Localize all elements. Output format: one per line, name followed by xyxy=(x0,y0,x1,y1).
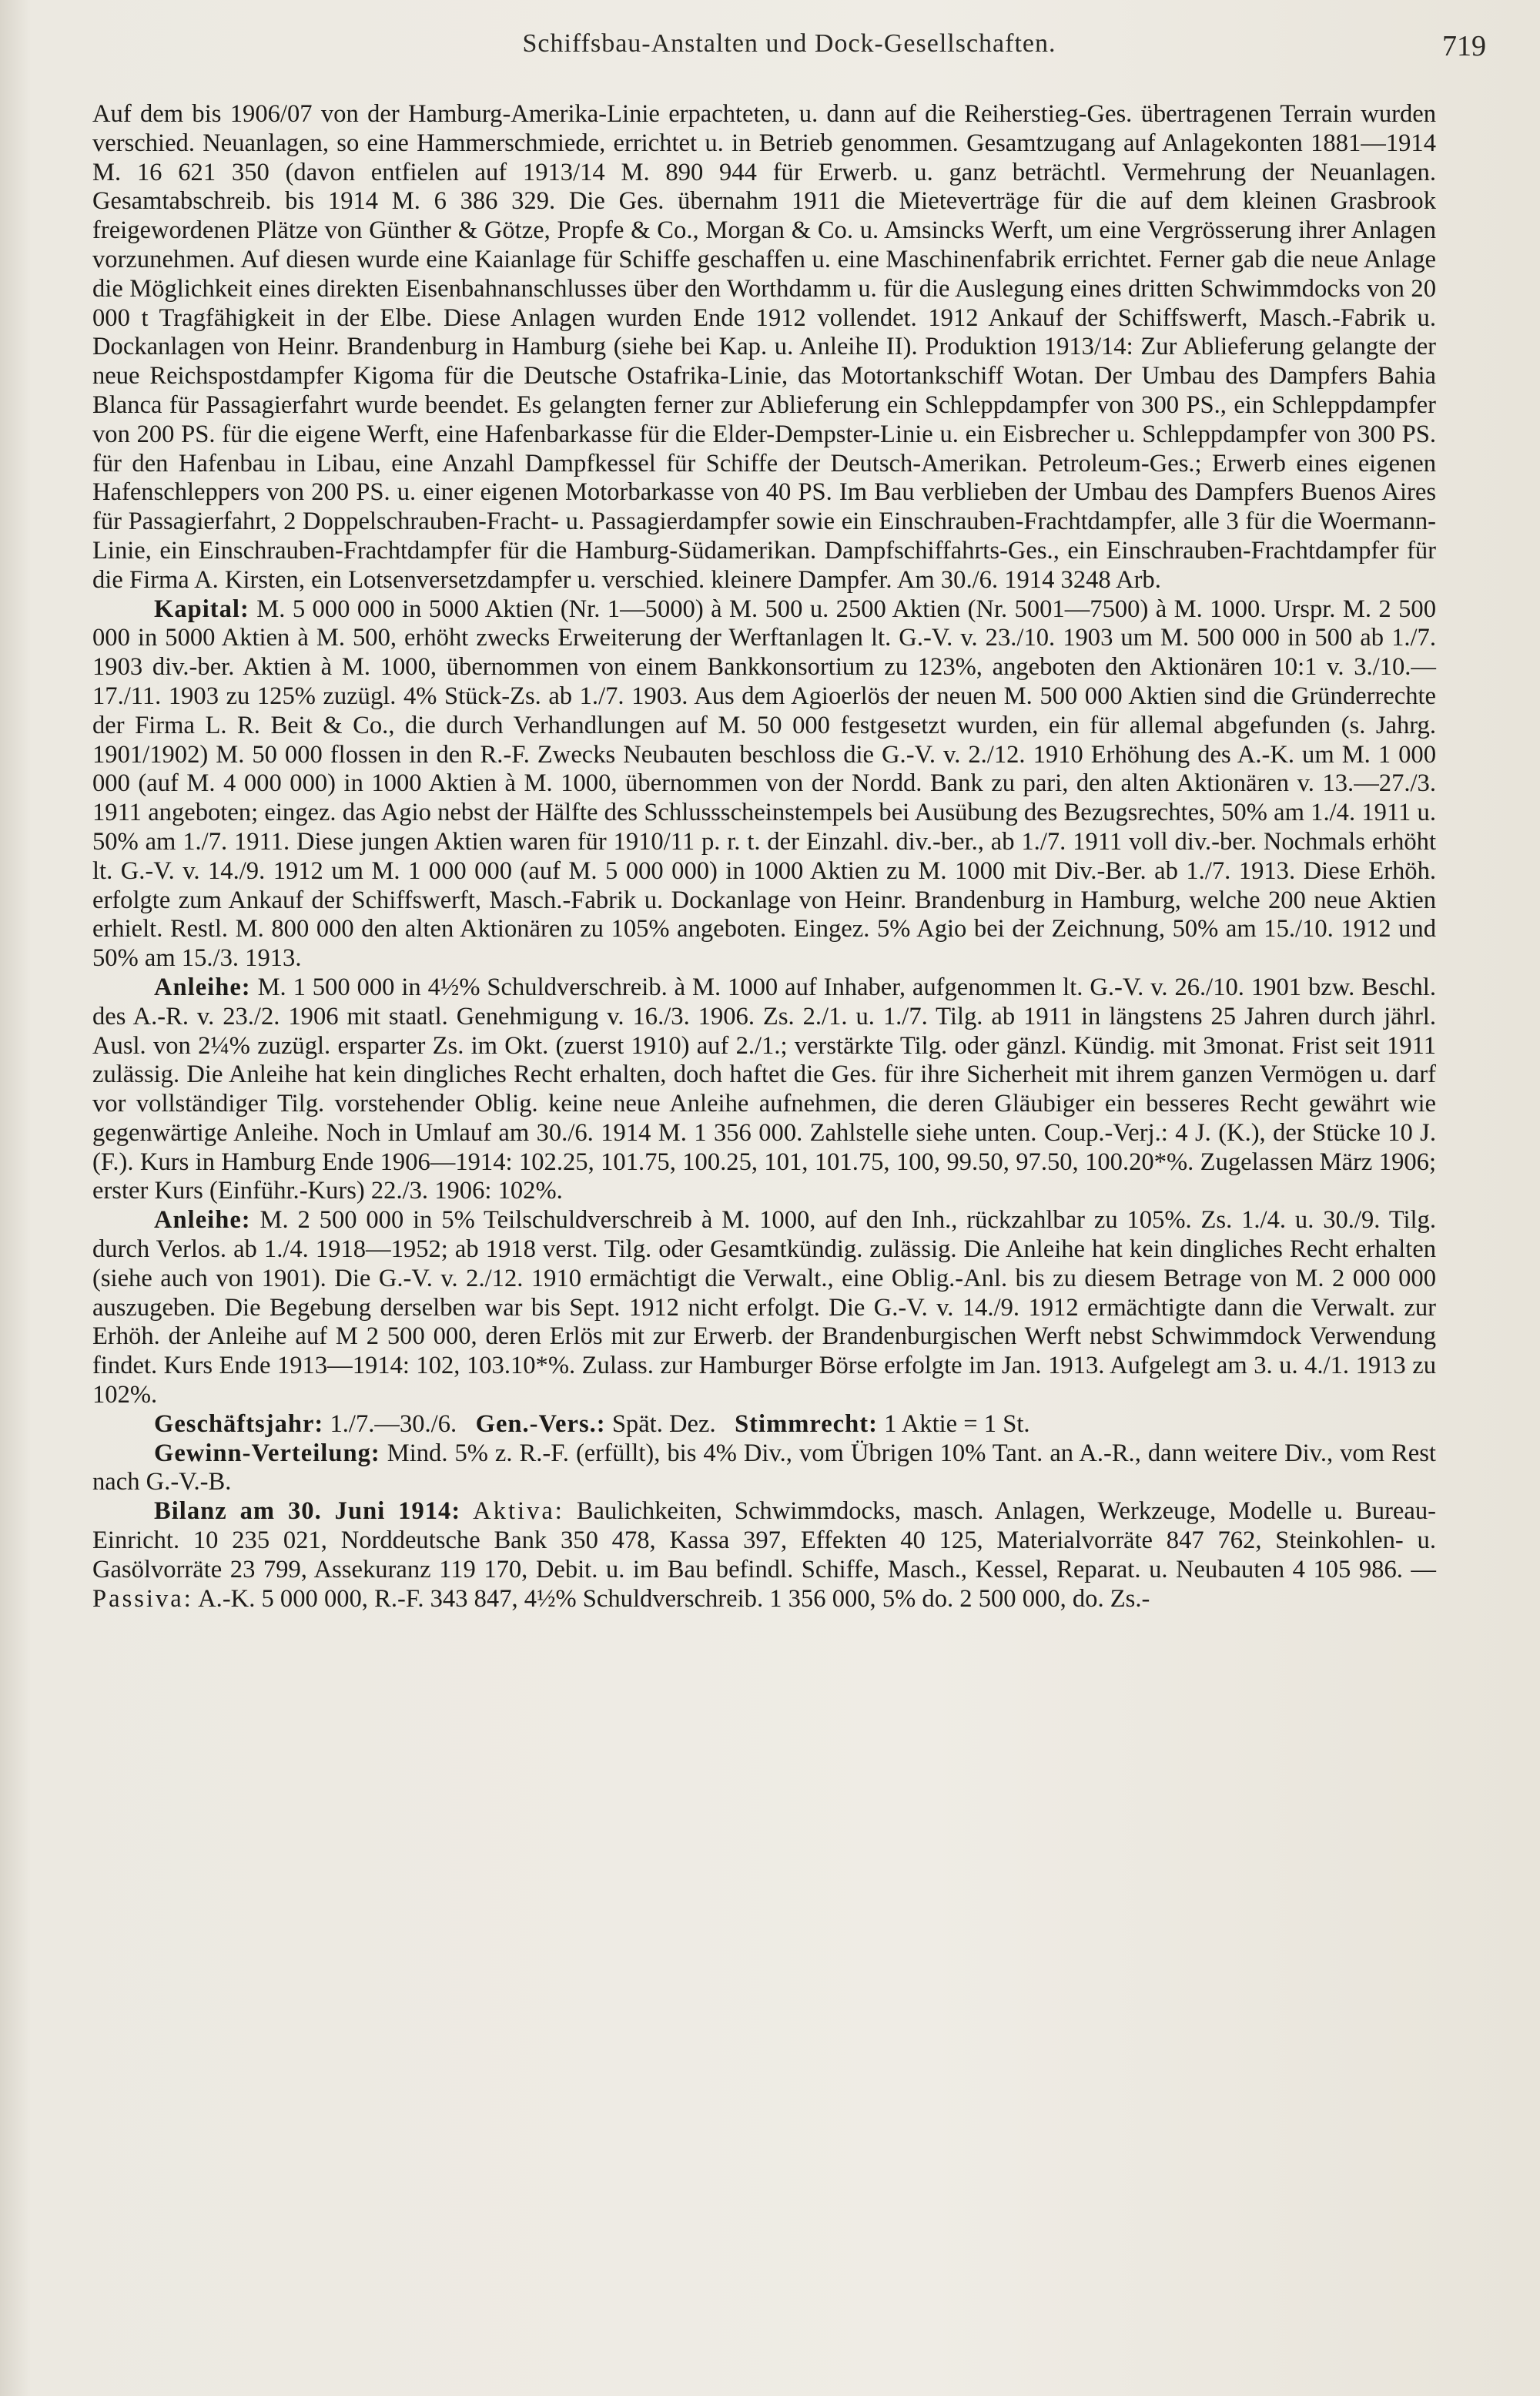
paragraph-text: 1./7.—30./6. xyxy=(330,1409,457,1438)
paragraph-geschaeftsjahr xyxy=(92,1410,1436,1439)
paragraph-text: M. 1 500 000 in 4½% Schuldverschreib. à M. 1000 auf Inhaber, aufgenommen lt. G.-V. v. 26./10. 1901 bzw. Beschl. des A.-R. v. 23./2. 1906 mit staatl. Genehmigung v. 16./3. 1906. Zs. 2./1. u. 1./7. Tilg. ab 1911 in längstens 25 Jahren durch jährl. Ausl. von 2¼% zuzügl. ersparter Zs. im Okt. (zuerst 1910) auf 2./1.; verstärkte Tilg. oder gänzl. Kündig. mit 3monat. Frist seit 1911 zulässig. Die Anleihe hat kein dingliches Recht erhalten, doch haftet die Ges. für ihre Sicherheit mit ihrem ganzen Vermögen u. darf vor vollständiger Tilg. vorstehender Oblig. keine neue Anleihe aufnehmen, die deren Gläubiger ein besseres Recht gewährt wie gegenwärtige Anleihe. Noch in Umlauf am 30./6. 1914 M. 1 356 000. Zahlstelle siehe unten. Coup.-Verj.: 4 J. (K.), der Stücke 10 J. (F.). Kurs in Hamburg Ende 1906—1914: 102.25, 101.75, 100.25, 101, 101.75, 100, 99.50, 97.50, 100.20*%. Zugelassen März 1906; erster Kurs (Einführ.-Kurs) 22./3. 1906: 102%. xyxy=(92,973,1436,1205)
running-header xyxy=(92,29,1486,68)
activa-label: Aktiva: xyxy=(473,1497,564,1526)
paragraph-gewinn-verteilung xyxy=(92,1439,1436,1498)
section-label-geschaeftsjahr: Geschäftsjahr: xyxy=(154,1409,324,1438)
section-label-anleihe: Anleihe: xyxy=(154,1206,251,1235)
body-text xyxy=(92,100,1436,1614)
passiva-label: Passiva: xyxy=(92,1584,193,1613)
paragraph-kapital xyxy=(92,595,1436,973)
paragraph-text: A.-K. 5 000 000, R.-F. 343 847, 4½% Schuldverschreib. 1 356 000, 5% do. 2 500 000, do. Zs.- xyxy=(198,1584,1150,1613)
paragraph-text: Baulichkeiten, Schwimmdocks, masch. Anlagen, Werkzeuge, Modelle u. Bureau-Einricht. 10 235 021, Norddeutsche Bank 350 478, Kassa 397, Effekten 40 125, Materialvorräte 847 762, Steinkohlen- u. Gasölvorräte 23 799, Assekuranz 119 170, Debit. u. im Bau befindl. Schiffe, Masch., Kessel, Reparat. u. Neubauten 4 105 986. — xyxy=(92,1497,1436,1583)
paragraph-text: Mind. 5% z. R.-F. (erfüllt), bis 4% Div., vom Übrigen 10% Tant. an A.-R., dann weitere Div., vom Rest nach G.-V.-B. xyxy=(92,1439,1436,1496)
header-title: Schiffsbau-Anstalten und Dock-Gesellschaften. xyxy=(522,29,1056,58)
paragraph-text: Auf dem bis 1906/07 von der Hamburg-Amerika-Linie erpachteten, u. dann auf die Reiherstieg-Ges. übertragenen Terrain wurden verschied. Neuanlagen, so eine Hammerschmiede, errichtet u. in Betrieb genommen. Gesamtzugang auf Anlagekonten 1881—1914 M. 16 621 350 (davon entfielen auf 1913/14 M. 890 944 für Erwerb. u. ganz beträchtl. Vermehrung der Neuanlagen. Gesamtabschreib. bis 1914 M. 6 386 329. Die Ges. übernahm 1911 die Mieteverträge für die auf dem kleinen Grasbrook freigewordenen Plätze von Günther & Götze, Propfe & Co., Morgan & Co. u. Amsincks Werft, um eine Vergrösserung ihrer Anlagen vorzunehmen. Auf diesen wurde eine Kaianlage für Schiffe geschaffen u. eine Maschinenfabrik errichtet. Ferner gab die neue Anlage die Möglichkeit eines direkten Eisenbahnanschlusses über den Worthdamm u. für die Auslegung eines dritten Schwimmdocks von 20 000 t Tragfähigkeit in der Elbe. Diese Anlagen wurden Ende 1912 vollendet. 1912 Ankauf der Schiffswerft, Masch.-Fabrik u. Dockanlagen von Heinr. Brandenburg in Hamburg (siehe bei Kap. u. Anleihe II). Produktion 1913/14: Zur Ablieferung gelangte der neue Reichspostdampfer Kigoma für die Deutsche Ostafrika-Linie, das Motortankschiff Wotan. Der Umbau des Dampfers Bahia Blanca für Passagierfahrt wurde beendet. Es gelangten ferner zur Ablieferung ein Schleppdampfer von 300 PS., ein Schleppdampfer von 200 PS. für die eigene Werft, eine Hafenbarkasse für die Elder-Dempster-Linie u. ein Eisbrecher u. Schleppdampfer von 300 PS. für den Hafenbau in Libau, eine Anzahl Dampfkessel für Schiffe der Deutsch-Amerikan. Petroleum-Ges.; Erwerb eines eigenen Hafenschleppers von 200 PS. u. einer eigenen Motorbarkasse von 40 PS. Im Bau verblieben der Umbau des Dampfers Buenos Aires für Passagierfahrt, 2 Doppelschrauben-Fracht- u. Passagierdampfer sowie ein Einschrauben-Frachtdampfer, alle 3 für die Woermann-Linie, ein Einschrauben-Frachtdampfer für die Hamburg-Südamerikan. Dampfschiffahrts-Ges., ein Einschrauben-Frachtdampfer für die Firma A. Kirsten, ein Lotsenversetzdampfer u. verschied. kleinere Dampfer. Am 30./6. 1914 3248 Arb. xyxy=(92,100,1436,594)
page-number: 719 xyxy=(1442,30,1486,62)
section-label-bilanz: Bilanz am 30. Juni 1914: xyxy=(154,1497,461,1526)
section-label-gen-vers: Gen.-Vers.: xyxy=(475,1409,606,1438)
paragraph-anleihe-2 xyxy=(92,1206,1436,1410)
paragraph-company-history xyxy=(92,100,1436,595)
paragraph-text: 1 Aktie = 1 St. xyxy=(884,1409,1030,1438)
paragraph-text: M. 2 500 000 in 5% Teilschuldverschreib à M. 1000, auf den Inh., rückzahlbar zu 105%. Zs. 1./4. u. 30./9. Tilg. durch Verlos. ab 1./4. 1918—1952; ab 1918 verst. Tilg. oder Gesamtkündig. zulässig. Die Anleihe hat kein dingliches Recht erhalten (siehe auch von 1901). Die G.-V. v. 2./12. 1910 ermächtigt die Verwalt., eine Oblig.-Anl. bis zu diesem Betrage von M. 2 000 000 auszugeben. Die Begebung derselben war bis Sept. 1912 nicht erfolgt. Die G.-V. v. 14./9. 1912 ermächtigte dann die Verwalt. zur Erhöh. der Anleihe auf M 2 500 000, deren Erlös mit zur Erwerb. der Brandenburgischen Werft nebst Schwimmdock Verwendung findet. Kurs Ende 1913—1914: 102, 103.10*%. Zulass. zur Hamburger Börse erfolgte im Jan. 1913. Aufgelegt am 3. u. 4./1. 1913 zu 102%. xyxy=(92,1206,1436,1409)
section-label-gewinn-verteilung: Gewinn-Verteilung: xyxy=(154,1439,380,1467)
paragraph-bilanz xyxy=(92,1497,1436,1614)
paragraph-text: M. 5 000 000 in 5000 Aktien (Nr. 1—5000) à M. 500 u. 2500 Aktien (Nr. 5001—7500) à M. 1000. Urspr. M. 2 500 000 in 5000 Aktien à M. 500, erhöht zwecks Erweiterung der Werftanlagen lt. G.-V. v. 23./10. 1903 um M. 500 000 in 500 ab 1./7. 1903 div.-ber. Aktien à M. 1000, übernommen von einem Bankkonsortium zu 123%, angeboten den Aktionären 10:1 v. 3./10.—17./11. 1903 zu 125% zuzügl. 4% Stück-Zs. ab 1./7. 1903. Aus dem Agioerlös der neuen M. 500 000 Aktien sind die Gründerrechte der Firma L. R. Beit & Co., die durch Verhandlungen auf M. 50 000 festgesetzt wurden, ein für allemal abgefunden (s. Jahrg. 1901/1902) M. 50 000 flossen in den R.-F. Zwecks Neubauten beschloss die G.-V. v. 2./12. 1910 Erhöhung des A.-K. um M. 1 000 000 (auf M. 4 000 000) in 1000 Aktien à M. 1000, übernommen von der Nordd. Bank zu pari, den alten Aktionären v. 13.—27./3. 1911 angeboten; eingez. das Agio nebst der Hälfte des Schlussscheinstempels bei Ausübung des Bezugsrechtes, 50% am 1./4. 1911 u. 50% am 1./7. 1911. Diese jungen Aktien waren für 1910/11 p. r. t. der Einzahl. div.-ber., ab 1./7. 1911 voll div.-ber. Nochmals erhöht lt. G.-V. v. 14./9. 1912 um M. 1 000 000 (auf M. 5 000 000) in 1000 Aktien zu M. 1000 mit Div.-Ber. ab 1./7. 1913. Diese Erhöh. erfolgte zum Ankauf der Schiffswerft, Masch.-Fabrik u. Dockanlage von Heinr. Brandenburg in Hamburg, welche 200 neue Aktien erhielt. Restl. M. 800 000 den alten Aktionären zu 105% angeboten. Eingez. 5% Agio bei der Zeichnung, 50% am 15./10. 1912 und 50% am 15./3. 1913. xyxy=(92,595,1436,973)
section-label-kapital: Kapital: xyxy=(154,595,249,623)
section-label-stimmrecht: Stimmrecht: xyxy=(735,1409,878,1438)
section-label-anleihe: Anleihe: xyxy=(154,973,251,1001)
paragraph-text: Spät. Dez. xyxy=(611,1409,716,1438)
paragraph-anleihe-1 xyxy=(92,973,1436,1206)
